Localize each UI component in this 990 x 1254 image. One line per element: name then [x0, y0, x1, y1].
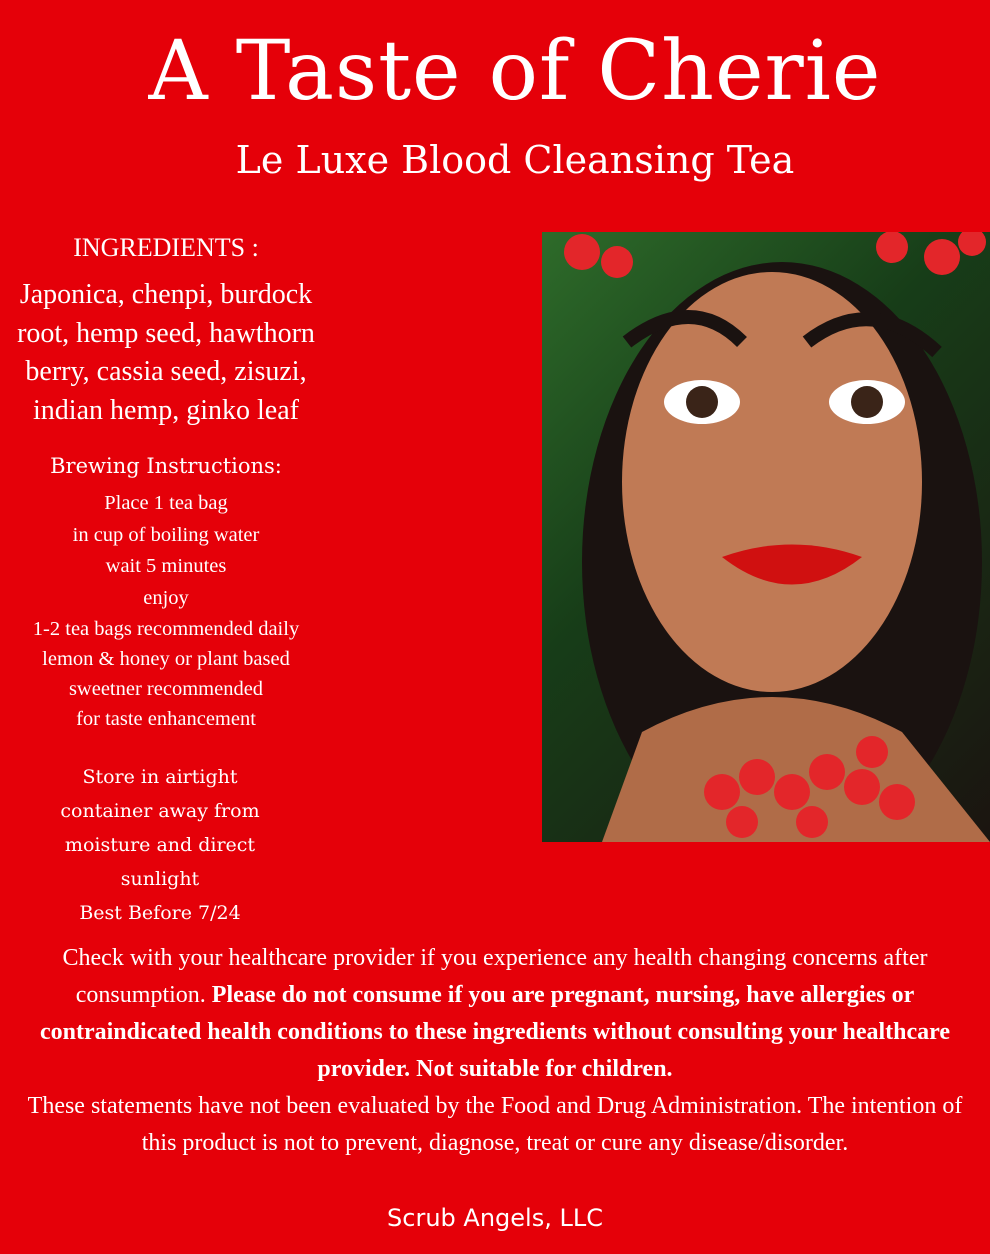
brewing-line: lemon & honey or plant based	[42, 648, 290, 670]
ingredients-list	[0, 276, 332, 430]
fda-statement: These statements have not been evaluated by the Food and Drug Administration. The intention of this product is not to prevent, diagnose, treat or cure any disease/disorder.	[27, 1093, 963, 1156]
disclaimer-paragraph	[20, 940, 970, 1088]
ingredients-line: berry, cassia seed, zisuzi,	[25, 356, 307, 387]
brewing-heading: Brewing Instructions:	[50, 454, 282, 478]
page-title: A Taste of Cherie	[148, 24, 882, 119]
best-before: Best Before 7/24	[79, 902, 241, 924]
ingredients-line: Japonica, chenpi, burdock	[19, 279, 313, 310]
brewing-line: in cup of boiling water	[72, 523, 260, 546]
ingredients-heading: INGREDIENTS :	[73, 233, 259, 262]
ingredients-line: indian hemp, ginko leaf	[33, 394, 299, 426]
face-shape	[622, 272, 922, 692]
ingredients-line: root, hemp seed, hawthorn	[17, 317, 315, 349]
right-iris	[851, 386, 883, 418]
brewing-line: for taste enhancement	[76, 708, 256, 730]
storage-line: moisture and direct	[64, 834, 256, 856]
disclaimer	[20, 940, 970, 1162]
disclaimer-warning: Please do not consume if you are pregnant, nursing, have allergies or contraindicated health conditions to these ingredients without consulting your healthcare provider. Not suitable for children.	[39, 982, 951, 1082]
portrait-image	[542, 232, 990, 842]
brand-name: Scrub Angels, LLC	[387, 1204, 603, 1232]
storage-line: Store in airtight	[82, 766, 238, 788]
left-iris	[686, 386, 718, 418]
product-subtitle: Le Luxe Blood Cleansing Tea	[235, 138, 795, 182]
brewing-instructions	[0, 488, 332, 734]
storage-instructions	[0, 760, 320, 930]
storage-line: container away from	[60, 800, 260, 822]
storage-line: sunlight	[120, 868, 200, 890]
portrait-illustration	[542, 232, 990, 842]
brewing-line: Place 1 tea bag	[104, 492, 228, 514]
brewing-line: enjoy	[143, 586, 189, 609]
disclaimer-regular: Check with your healthcare provider if you experience any health changing concerns after consumption.	[62, 945, 928, 1008]
brewing-line: 1-2 tea bags recommended daily	[32, 618, 300, 640]
brewing-line: wait 5 minutes	[105, 555, 227, 577]
brewing-line: sweetner recommended	[68, 678, 264, 700]
